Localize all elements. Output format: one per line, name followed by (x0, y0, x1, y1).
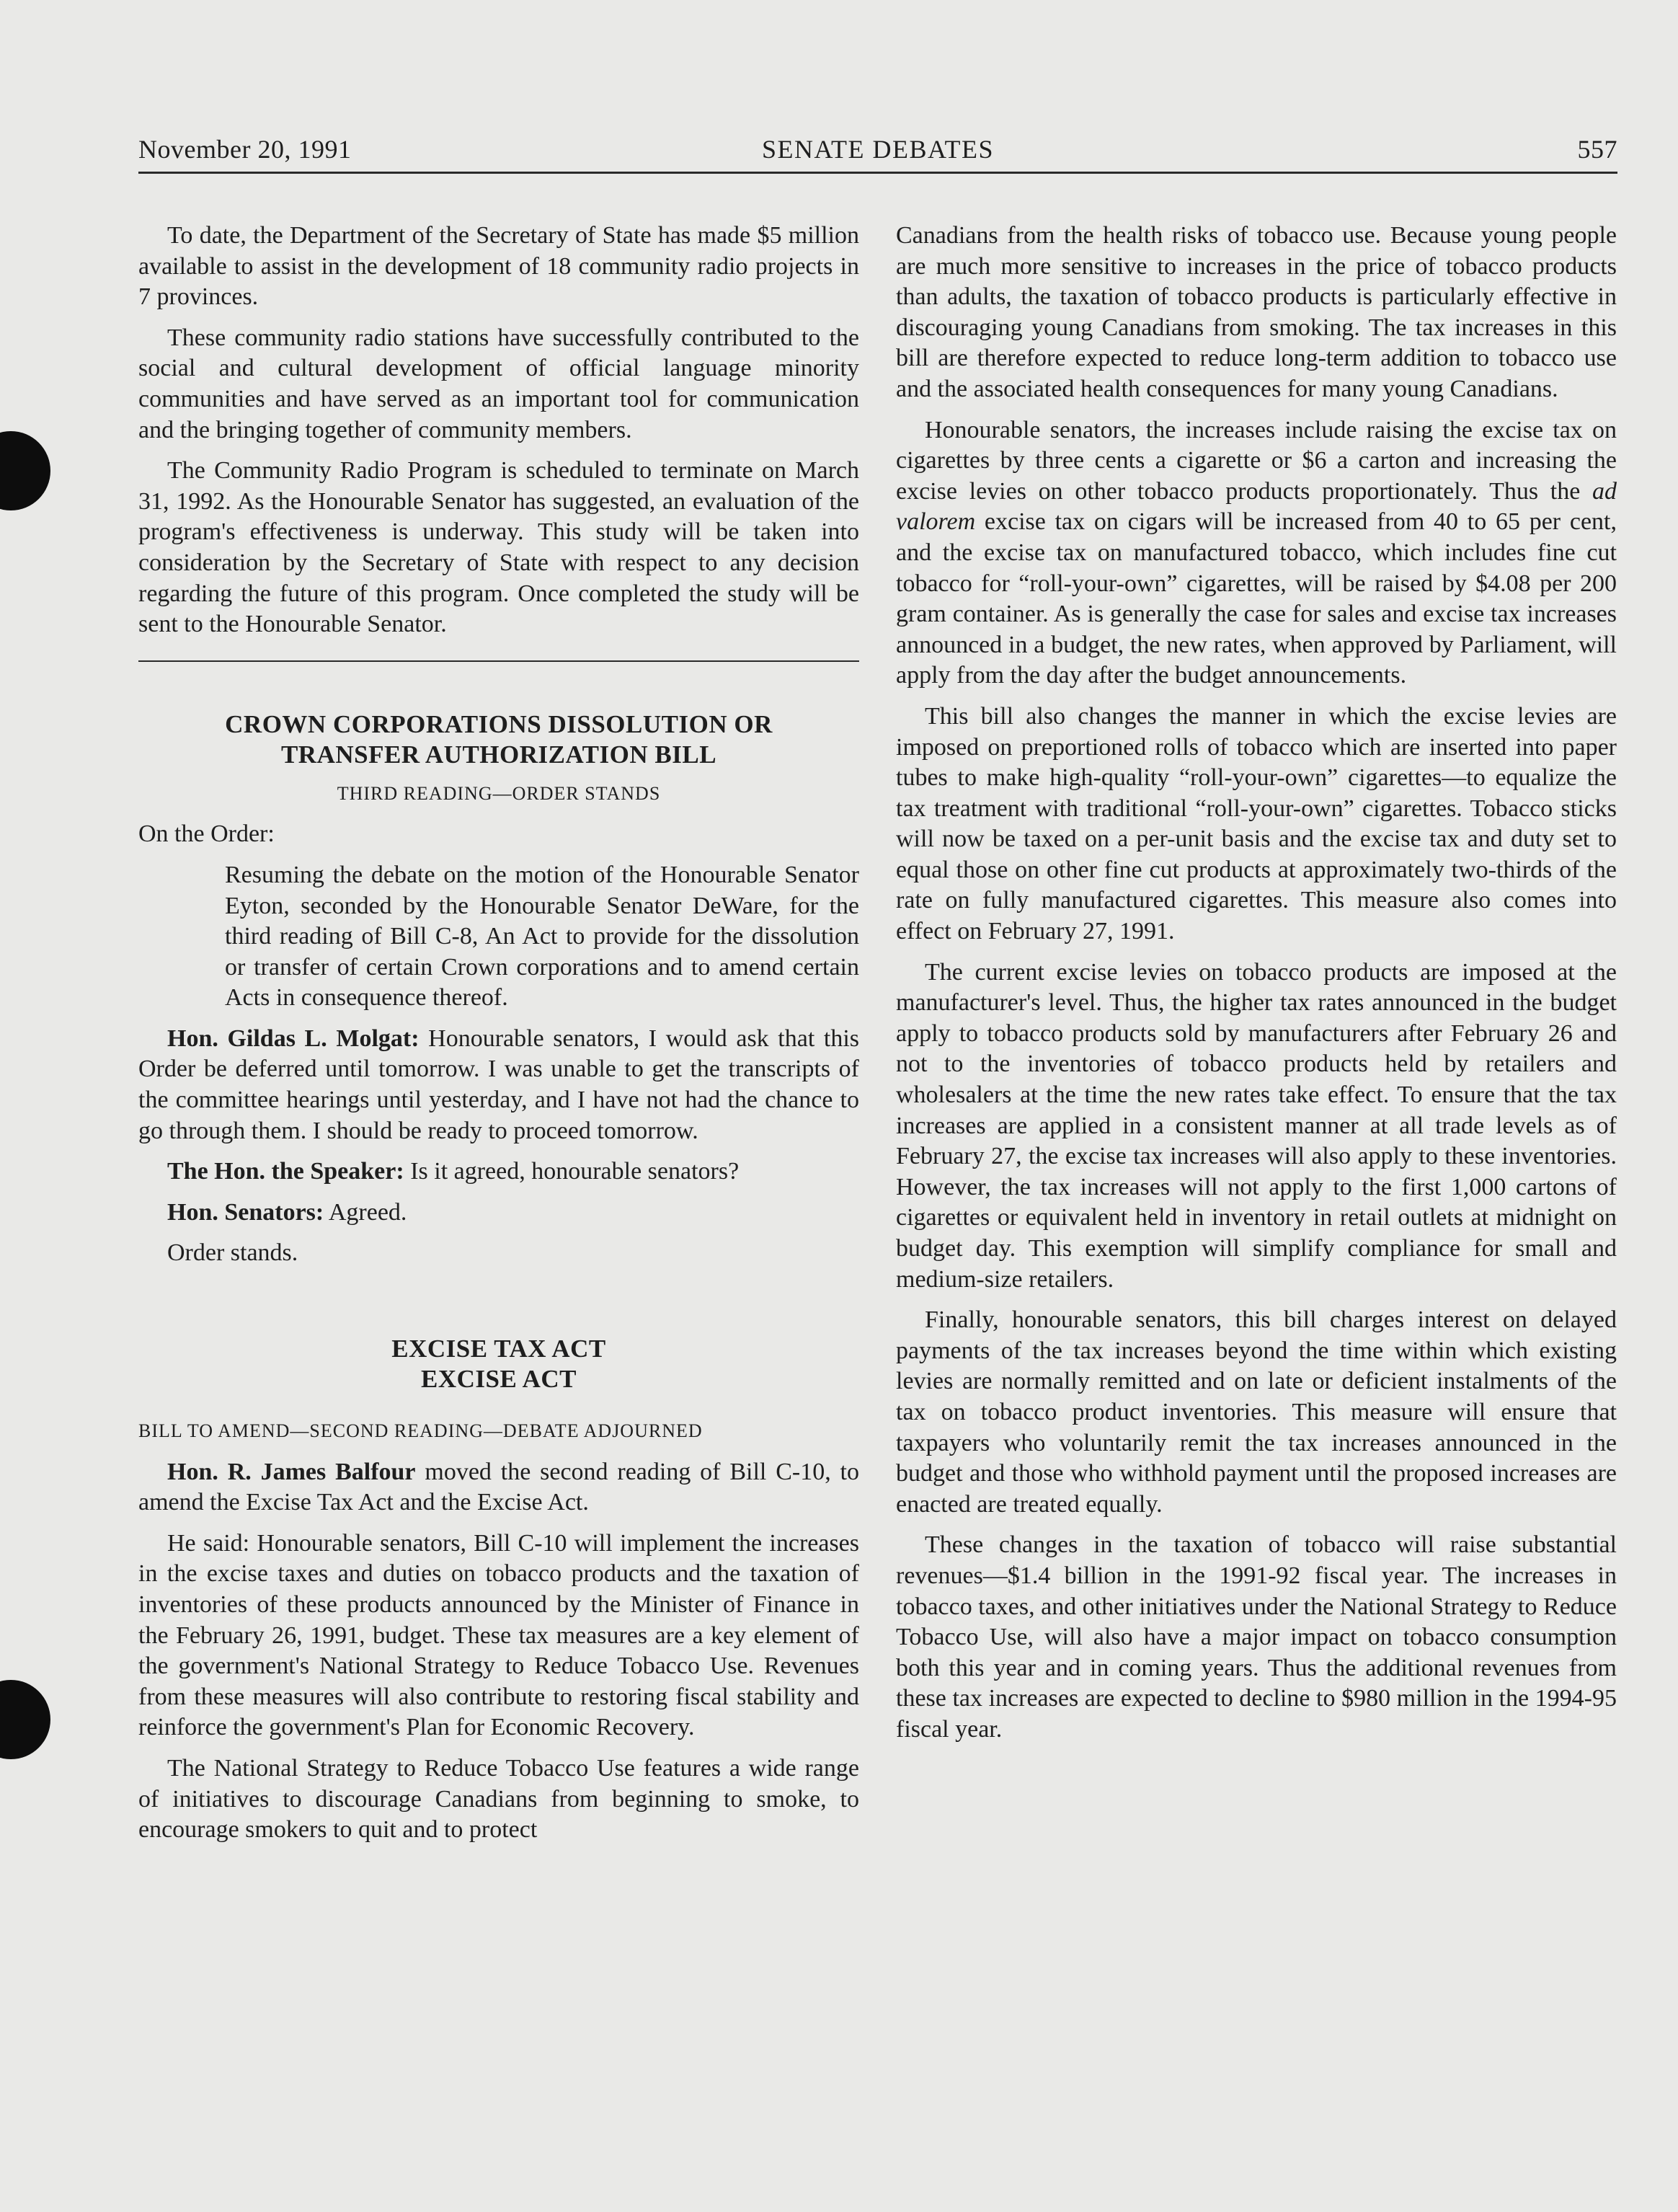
paragraph (896, 415, 1617, 691)
section-title (138, 1334, 859, 1394)
speech-text: moved the second reading of Bill C-10, to amend the Excise Tax Act and the Excise Act. (138, 1458, 859, 1516)
section-title (138, 709, 859, 770)
order-stands: Order stands. (167, 1239, 298, 1267)
speech-text: Is it agreed, honourable senators? (404, 1158, 740, 1185)
speech-text: Honourable senators, I would ask that this Order be deferred until tomorrow. I was unable to get the transcripts of the committee hearings until yesterday, and I have not had the chance to go through them. I should be ready to proceed tomorrow. (138, 1025, 860, 1144)
header-rule (138, 172, 1617, 174)
section-divider (138, 660, 859, 662)
text-run: excise tax on cigars will be increased from 40 to 65 per cent, and the excise tax on manufactured tobacco, which includes fine cut tobacco for “roll-your-own” cigarettes, will be raised by $4.08 per 200 gram container. As is generally the case for sales and excise tax increases announced in a budget, the new rates, when approved by Parliament, will apply from the day after the budget announcements. (896, 508, 1617, 689)
header-title: SENATE DEBATES (761, 135, 994, 164)
speech (138, 1156, 859, 1187)
section-title-line: EXCISE TAX ACT (391, 1335, 606, 1363)
paragraph: This bill also changes the manner in which the excise levies are imposed on preportioned rolls of tobacco which are inserted into paper tubes to make high-quality “roll-your-own” cigarettes—to equalize the tax treatment with traditional “roll-your-own” cigarettes. Tobacco sticks will now be taxed on a per-unit basis and the excise tax and duty set to equal those on other fine cut products at approximately two-thirds of the rate on fully manufactured cigarettes. This measure also comes into effect on February 27, 1991. (896, 702, 1617, 945)
section-title-line: EXCISE ACT (420, 1365, 577, 1394)
italic-term: ad valorem (896, 477, 1617, 536)
header-date: November 20, 1991 (138, 135, 352, 164)
section-subtitle: THIRD READING—ORDER STANDS (337, 782, 661, 804)
binder-hole-bottom (0, 1680, 50, 1759)
paragraph: He said: Honourable senators, Bill C-10 will implement the increases in the excise taxes and duties on tobacco products and the taxation of inventories of these products announced by the Minister of Finance in the February 26, 1991, budget. These tax measures are a key element of the government's National Strategy to Reduce Tobacco Use. Revenues from these measures will also contribute to restoring fiscal stability and reinforce the government's Plan for Economic Recovery. (138, 1529, 859, 1741)
paragraph: These community radio stations have successfully contributed to the social and cultural development of official language minority communities and have served as an important tool for communication and the bringing together of community members. (138, 324, 859, 443)
speech (138, 1457, 859, 1518)
motion-text: Resuming the debate on the motion of the Honourable Senator Eyton, seconded by the Honourable Senator DeWare, for the third reading of Bill C-8, An Act to provide for the dissolution or transfer of certain Crown corporations and to amend certain Acts in consequence thereof. (225, 861, 859, 1012)
on-the-order: On the Order: (138, 820, 275, 848)
speaker-name: Hon. R. James Balfour (167, 1458, 416, 1485)
speech-text: Agreed. (324, 1198, 407, 1226)
binder-hole-top (0, 431, 50, 510)
section-title-line: CROWN CORPORATIONS DISSOLUTION OR (225, 709, 773, 738)
page-number: 557 (1577, 135, 1617, 164)
speech (138, 1024, 859, 1146)
speaker-name: The Hon. the Speaker: (167, 1158, 404, 1185)
paragraph: Finally, honourable senators, this bill charges interest on delayed payments of the tax increases beyond the time within which existing levies are normally remitted and on late or deficient instalments of the tax on tobacco product inventories. This measure will ensure that taxpayers who voluntarily remit the tax increases announced in the budget and those who withhold payment until the proposed increases are enacted are treated equally. (896, 1306, 1617, 1518)
speaker-name: Hon. Senators: (167, 1198, 324, 1226)
left-column (138, 221, 859, 1856)
text-run: Honourable senators, the increases include raising the excise tax on cigarettes by three cents a cigarette or $6 a carton and increasing the excise levies on other tobacco products proportionately. Thus the (896, 416, 1617, 505)
speaker-name: Hon. Gildas L. Molgat: (167, 1025, 420, 1052)
speech (138, 1198, 859, 1229)
paragraph: Canadians from the health risks of tobacco use. Because young people are much more sensitive to increases in the price of tobacco products than adults, the taxation of tobacco products is particularly effective in discouraging young Canadians from smoking. The tax increases in this bill are therefore expected to reduce long-term addition to tobacco use and the associated health consequences for many young Canadians. (896, 222, 1617, 402)
section-subtitle: BILL TO AMEND—SECOND READING—DEBATE ADJOURNED (138, 1420, 703, 1442)
right-column (896, 221, 1617, 1756)
paragraph: To date, the Department of the Secretary of State has made $5 million available to assist in the development of 18 community radio projects in 7 provinces. (138, 222, 859, 311)
page-header (138, 134, 1617, 170)
paragraph: The current excise levies on tobacco products are imposed at the manufacturer's level. Thus, the higher tax rates announced in the budget apply to tobacco products sold by manufacturers after February 26 and not to the inventories of tobacco products held by retailers and wholesalers at the time the new rates take effect. To ensure that the tax increases are applied in a consistent manner at all trade levels as of February 27, the excise tax increases will also apply to these inventories. However, the tax increases will not apply to the first 1,000 cartons of cigarettes or equivalent held in inventory in retail outlets at midnight on budget day. This exemption will simplify compliance for small and medium-size retailers. (896, 958, 1617, 1293)
paragraph: The National Strategy to Reduce Tobacco Use features a wide range of initiatives to discourage Canadians from beginning to smoke, to encourage smokers to quit and to protect (138, 1754, 859, 1844)
paragraph: These changes in the taxation of tobacco will raise substantial revenues—$1.4 billion in the 1991-92 fiscal year. The increases in tobacco taxes, and other initiatives under the National Strategy to Reduce Tobacco Use, will also have a major impact on tobacco consumption both this year and in coming years. Thus the additional revenues from these tax increases are expected to decline to $980 million in the 1994-95 fiscal year. (896, 1531, 1617, 1743)
section-title-line: TRANSFER AUTHORIZATION BILL (280, 740, 717, 769)
paragraph: The Community Radio Program is scheduled to terminate on March 31, 1992. As the Honourable Senator has suggested, an evaluation of the program's effectiveness is underway. This study will be taken into consideration by the Secretary of State with respect to any decision regarding the future of this program. Once completed the study will be sent to the Honourable Senator. (138, 457, 859, 638)
